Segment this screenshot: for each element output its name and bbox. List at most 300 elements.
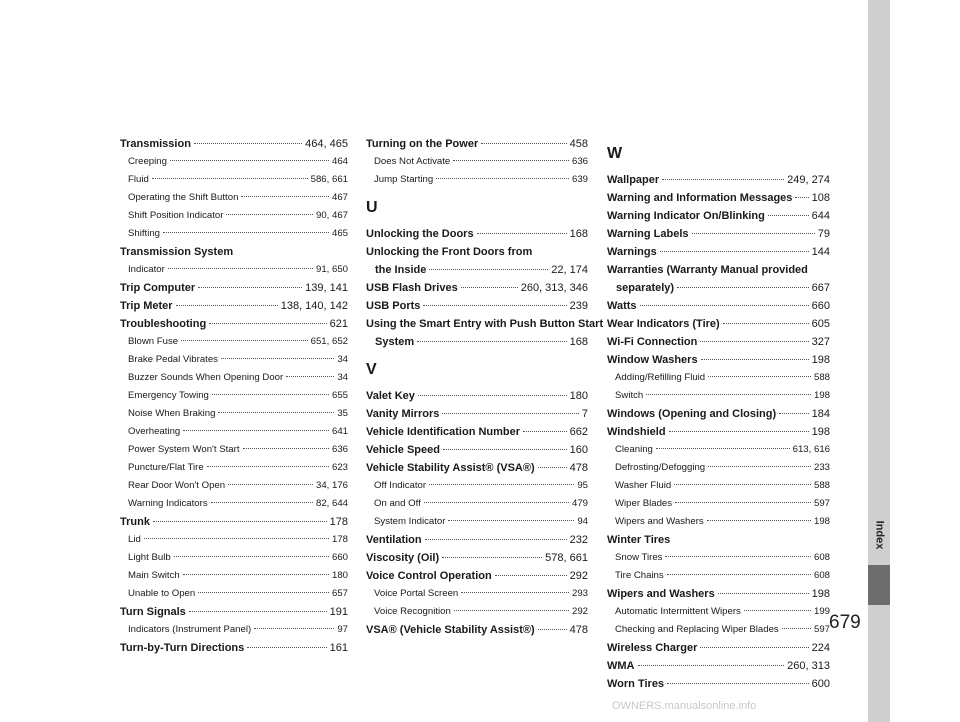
entry-pages: 636 — [331, 444, 348, 455]
leader-dots — [669, 431, 809, 432]
index-column-1 — [120, 138, 348, 660]
entry-pages: 600 — [811, 678, 830, 690]
index-entry — [607, 336, 830, 354]
entry-term: Unlocking the Doors — [366, 228, 474, 240]
index-subentry — [607, 444, 830, 462]
index-entry — [366, 426, 588, 444]
leader-dots — [700, 647, 808, 648]
entry-term: Unable to Open — [128, 588, 196, 599]
entry-term: Rear Door Won't Open — [128, 480, 226, 491]
entry-pages: 260, 313 — [787, 660, 830, 672]
leader-dots — [662, 179, 784, 180]
entry-pages: 144 — [811, 246, 830, 258]
index-entry — [607, 228, 830, 246]
index-entry — [607, 210, 830, 228]
leader-dots — [660, 251, 809, 252]
index-entry — [607, 534, 830, 552]
entry-pages: 660 — [811, 300, 830, 312]
index-subentry — [366, 588, 588, 606]
leader-dots — [436, 178, 569, 179]
leader-dots — [176, 305, 278, 306]
index-entry — [607, 588, 830, 606]
index-subentry — [120, 408, 348, 426]
entry-term: Wallpaper — [607, 174, 660, 186]
entry-pages: 292 — [569, 570, 588, 582]
entry-pages: 641 — [331, 426, 348, 437]
index-subentry — [366, 156, 588, 174]
entry-term: Warning Indicators — [128, 498, 208, 509]
index-entry — [366, 390, 588, 408]
entry-term: Vehicle Stability Assist® (VSA®) — [366, 462, 535, 474]
entry-pages: 34, 176 — [315, 480, 348, 491]
entry-pages: 478 — [569, 624, 588, 636]
index-subentry — [607, 372, 830, 390]
entry-term: Cleaning — [615, 444, 653, 455]
leader-dots — [181, 340, 308, 341]
index-subentry — [120, 426, 348, 444]
entry-term: Voice Portal Screen — [374, 588, 459, 599]
entry-pages: 97 — [337, 624, 348, 635]
entry-term: Wi-Fi Connection — [607, 336, 698, 348]
index-entry — [607, 246, 830, 264]
entry-pages: 636 — [571, 156, 588, 167]
leader-dots — [638, 665, 785, 666]
entry-pages: 467 — [331, 192, 348, 203]
entry-pages: 198 — [811, 354, 830, 366]
leader-dots — [243, 448, 329, 449]
entry-pages: 588 — [813, 480, 830, 491]
entry-pages: 108 — [811, 192, 830, 204]
entry-pages: 651, 652 — [310, 336, 348, 347]
entry-pages: 458 — [569, 138, 588, 150]
entry-term: Indicators (Instrument Panel) — [128, 624, 252, 635]
entry-pages: 639 — [571, 174, 588, 185]
leader-dots — [286, 376, 334, 377]
leader-dots — [538, 467, 567, 468]
entry-term: Turn-by-Turn Directions — [120, 642, 245, 654]
entry-pages: 198 — [813, 390, 830, 401]
index-subentry — [120, 354, 348, 372]
entry-term: Turn Signals — [120, 606, 186, 618]
index-subentry — [120, 588, 348, 606]
leader-dots — [708, 376, 811, 377]
entry-pages: 35 — [337, 408, 348, 419]
entry-pages: 224 — [811, 642, 830, 654]
leader-dots — [442, 413, 579, 414]
watermark-text: OWNERS.manualsonline.info — [612, 700, 757, 712]
entry-pages: 199 — [813, 606, 830, 617]
leader-dots — [453, 160, 569, 161]
entry-pages: 232 — [569, 534, 588, 546]
entry-pages: 260, 313, 346 — [520, 282, 588, 294]
index-entry — [120, 318, 348, 336]
leader-dots — [779, 413, 808, 414]
leader-dots — [152, 178, 308, 179]
index-entry — [366, 534, 588, 552]
entry-term: Worn Tires — [607, 678, 665, 690]
leader-dots — [692, 233, 815, 234]
leader-dots — [198, 287, 302, 288]
entry-term: Checking and Replacing Wiper Blades — [615, 624, 779, 635]
leader-dots — [163, 232, 329, 233]
leader-dots — [723, 323, 809, 324]
entry-term: Off Indicator — [374, 480, 427, 491]
index-entry — [120, 282, 348, 300]
index-subentry — [120, 156, 348, 174]
index-subentry — [607, 480, 830, 498]
index-subentry — [120, 174, 348, 192]
leader-dots — [170, 160, 329, 161]
entry-term: Warranties (Warranty Manual provided — [607, 264, 808, 276]
leader-dots — [153, 521, 327, 522]
entry-pages: 79 — [817, 228, 830, 240]
leader-dots — [442, 557, 542, 558]
entry-pages: 91, 650 — [315, 264, 348, 275]
index-subentry — [120, 264, 348, 282]
index-entry — [366, 246, 588, 264]
leader-dots — [461, 592, 569, 593]
leader-dots — [183, 574, 329, 575]
entry-term: Wipers and Washers — [615, 516, 704, 527]
entry-term: USB Ports — [366, 300, 421, 312]
index-entry — [366, 228, 588, 246]
entry-pages: 161 — [329, 642, 348, 654]
entry-pages: 178 — [331, 534, 348, 545]
section-tab-marker — [868, 565, 890, 605]
entry-term: Brake Pedal Vibrates — [128, 354, 218, 365]
entry-term: System Indicator — [374, 516, 446, 527]
entry-pages: 82, 644 — [315, 498, 348, 509]
index-subentry — [607, 624, 830, 642]
index-entry — [366, 336, 588, 354]
entry-pages: 198 — [811, 588, 830, 600]
index-column-3 — [607, 138, 830, 696]
entry-term: USB Flash Drives — [366, 282, 458, 294]
index-entry — [366, 138, 588, 156]
entry-term: Buzzer Sounds When Opening Door — [128, 372, 284, 383]
index-entry — [366, 408, 588, 426]
index-subentry — [366, 498, 588, 516]
index-entry — [366, 462, 588, 480]
entry-pages: 657 — [331, 588, 348, 599]
entry-term: Warning and Information Messages — [607, 192, 793, 204]
entry-term: Warnings — [607, 246, 657, 258]
section-tab-text: Index — [873, 520, 886, 550]
leader-dots — [448, 520, 574, 521]
entry-term: Adding/Refilling Fluid — [615, 372, 706, 383]
index-entry — [607, 300, 830, 318]
entry-term: Unlocking the Front Doors from — [366, 246, 533, 258]
leader-dots — [700, 341, 808, 342]
entry-pages: 239 — [569, 300, 588, 312]
section-tab — [868, 0, 890, 722]
entry-pages: 233 — [813, 462, 830, 473]
entry-term: VSA® (Vehicle Stability Assist®) — [366, 624, 535, 636]
index-entry — [120, 606, 348, 624]
entry-term: Trip Computer — [120, 282, 196, 294]
entry-term: Shift Position Indicator — [128, 210, 224, 221]
leader-dots — [209, 323, 326, 324]
leader-dots — [418, 395, 567, 396]
entry-term: Wipers and Washers — [607, 588, 715, 600]
leader-dots — [218, 412, 334, 413]
entry-pages: 621 — [329, 318, 348, 330]
entry-pages: 479 — [571, 498, 588, 509]
index-subentry — [120, 624, 348, 642]
entry-term: Windows (Opening and Closing) — [607, 408, 777, 420]
index-subentry — [120, 552, 348, 570]
entry-pages: 95 — [577, 480, 588, 491]
entry-term: Turning on the Power — [366, 138, 479, 150]
leader-dots — [656, 448, 790, 449]
entry-pages: 198 — [813, 516, 830, 527]
entry-pages: 623 — [331, 462, 348, 473]
leader-dots — [424, 502, 569, 503]
entry-pages: 586, 661 — [310, 174, 348, 185]
entry-pages: 34 — [337, 354, 348, 365]
entry-term: System — [375, 336, 415, 348]
index-subentry — [366, 480, 588, 498]
leader-dots — [495, 575, 567, 576]
index-subentry — [120, 480, 348, 498]
entry-term: Blown Fuse — [128, 336, 179, 347]
index-subentry — [120, 498, 348, 516]
leader-dots — [477, 233, 567, 234]
leader-dots — [417, 341, 567, 342]
entry-term: Light Bulb — [128, 552, 171, 563]
section-letter: W — [607, 145, 623, 162]
entry-term: Snow Tires — [615, 552, 663, 563]
index-subentry — [607, 462, 830, 480]
index-entry — [607, 174, 830, 192]
leader-dots — [211, 502, 313, 503]
index-subentry — [120, 210, 348, 228]
entry-term: Voice Recognition — [374, 606, 451, 617]
index-entry — [607, 318, 830, 336]
entry-term: Viscosity (Oil) — [366, 552, 440, 564]
leader-dots — [674, 484, 811, 485]
leader-dots — [782, 628, 811, 629]
leader-dots — [665, 556, 811, 557]
entry-pages: 138, 140, 142 — [280, 300, 348, 312]
index-subentry — [120, 372, 348, 390]
index-entry — [120, 246, 348, 264]
entry-pages: 464 — [331, 156, 348, 167]
leader-dots — [707, 520, 811, 521]
entry-term: Does Not Activate — [374, 156, 451, 167]
index-entry — [366, 300, 588, 318]
entry-term: Overheating — [128, 426, 181, 437]
index-entry — [607, 678, 830, 696]
entry-term: Shifting — [128, 228, 160, 239]
entry-pages: 478 — [569, 462, 588, 474]
entry-term: Watts — [607, 300, 637, 312]
leader-dots — [254, 628, 334, 629]
index-subentry — [607, 516, 830, 534]
leader-dots — [241, 196, 329, 197]
entry-pages: 178 — [329, 516, 348, 528]
entry-pages: 578, 661 — [545, 552, 588, 564]
entry-pages: 7 — [581, 408, 588, 420]
entry-pages: 464, 465 — [305, 138, 348, 150]
entry-pages: 249, 274 — [787, 174, 830, 186]
leader-dots — [194, 143, 302, 144]
index-subentry — [607, 390, 830, 408]
entry-term: Using the Smart Entry with Push Button Start — [366, 318, 604, 330]
entry-term: Puncture/Flat Tire — [128, 462, 204, 473]
leader-dots — [708, 466, 811, 467]
index-subentry — [120, 192, 348, 210]
index-column-2 — [366, 138, 604, 642]
entry-pages: 655 — [331, 390, 348, 401]
index-entry — [120, 300, 348, 318]
entry-term: Transmission — [120, 138, 191, 150]
leader-dots — [443, 449, 567, 450]
leader-dots — [168, 268, 313, 269]
index-entry — [607, 660, 830, 678]
leader-dots — [795, 197, 808, 198]
entry-term: Switch — [615, 390, 644, 401]
entry-term: On and Off — [374, 498, 421, 509]
leader-dots — [228, 484, 313, 485]
leader-dots — [667, 683, 809, 684]
leader-dots — [523, 431, 567, 432]
entry-pages: 605 — [811, 318, 830, 330]
leader-dots — [640, 305, 809, 306]
index-entry — [607, 282, 830, 300]
leader-dots — [247, 647, 326, 648]
leader-dots — [677, 287, 809, 288]
entry-term: Tire Chains — [615, 570, 664, 581]
entry-pages: 608 — [813, 570, 830, 581]
entry-term: Noise When Braking — [128, 408, 216, 419]
entry-term: Wear Indicators (Tire) — [607, 318, 720, 330]
leader-dots — [212, 394, 329, 395]
entry-pages: 292 — [571, 606, 588, 617]
leader-dots — [183, 430, 329, 431]
entry-term: Vehicle Speed — [366, 444, 440, 456]
section-letter: V — [366, 361, 377, 378]
leader-dots — [538, 629, 567, 630]
entry-pages: 644 — [811, 210, 830, 222]
entry-term: Power System Won't Start — [128, 444, 240, 455]
leader-dots — [768, 215, 809, 216]
leader-dots — [481, 143, 566, 144]
entry-pages: 660 — [331, 552, 348, 563]
entry-pages: 139, 141 — [305, 282, 348, 294]
entry-pages: 168 — [569, 228, 588, 240]
entry-pages: 34 — [337, 372, 348, 383]
index-subentry — [366, 606, 588, 624]
index-subentry — [607, 498, 830, 516]
index-subentry — [120, 462, 348, 480]
index-subentry — [120, 570, 348, 588]
leader-dots — [221, 358, 334, 359]
leader-dots — [646, 394, 811, 395]
entry-term: Fluid — [128, 174, 149, 185]
entry-term: WMA — [607, 660, 635, 672]
entry-term: Wireless Charger — [607, 642, 698, 654]
leader-dots — [198, 592, 329, 593]
entry-pages: 662 — [569, 426, 588, 438]
index-entry — [366, 282, 588, 300]
index-entry — [120, 516, 348, 534]
entry-term: Vanity Mirrors — [366, 408, 440, 420]
entry-term: Winter Tires — [607, 534, 671, 546]
entry-term: Transmission System — [120, 246, 234, 258]
entry-term: Window Washers — [607, 354, 698, 366]
index-subentry — [366, 516, 588, 534]
leader-dots — [207, 466, 329, 467]
entry-term: Creeping — [128, 156, 167, 167]
leader-dots — [667, 574, 811, 575]
leader-dots — [744, 610, 811, 611]
section-letter: U — [366, 199, 378, 216]
entry-pages: 597 — [813, 498, 830, 509]
entry-term: Warning Labels — [607, 228, 689, 240]
entry-term: Jump Starting — [374, 174, 434, 185]
entry-pages: 667 — [811, 282, 830, 294]
leader-dots — [718, 593, 809, 594]
entry-term: Wiper Blades — [615, 498, 673, 509]
index-entry — [607, 354, 830, 372]
index-subentry — [120, 228, 348, 246]
index-entry — [366, 318, 604, 336]
entry-term: Warning Indicator On/Blinking — [607, 210, 765, 222]
index-subentry — [607, 606, 830, 624]
index-entry — [607, 408, 830, 426]
entry-pages: 327 — [811, 336, 830, 348]
index-subentry — [120, 390, 348, 408]
entry-term: Valet Key — [366, 390, 415, 402]
entry-pages: 168 — [569, 336, 588, 348]
leader-dots — [675, 502, 811, 503]
entry-pages: 184 — [811, 408, 830, 420]
entry-term: Emergency Towing — [128, 390, 209, 401]
index-subentry — [607, 552, 830, 570]
index-entry — [366, 444, 588, 462]
entry-pages: 94 — [577, 516, 588, 527]
entry-term: Windshield — [607, 426, 666, 438]
entry-term: Troubleshooting — [120, 318, 207, 330]
leader-dots — [174, 556, 329, 557]
entry-pages: 608 — [813, 552, 830, 563]
index-subentry — [120, 534, 348, 552]
leader-dots — [429, 269, 548, 270]
entry-pages: 180 — [569, 390, 588, 402]
page-number: 679 — [829, 612, 861, 633]
entry-term: separately) — [616, 282, 675, 294]
entry-term: Trip Meter — [120, 300, 173, 312]
entry-term: Ventilation — [366, 534, 422, 546]
leader-dots — [144, 538, 329, 539]
entry-pages: 293 — [571, 588, 588, 599]
entry-pages: 465 — [331, 228, 348, 239]
index-entry — [607, 426, 830, 444]
entry-term: Voice Control Operation — [366, 570, 492, 582]
entry-term: Washer Fluid — [615, 480, 672, 491]
entry-pages: 191 — [329, 606, 348, 618]
index-subentry — [120, 444, 348, 462]
entry-pages: 22, 174 — [551, 264, 588, 276]
entry-term: Automatic Intermittent Wipers — [615, 606, 741, 617]
index-entry — [366, 570, 588, 588]
entry-pages: 597 — [813, 624, 830, 635]
entry-term: Operating the Shift Button — [128, 192, 239, 203]
entry-term: Main Switch — [128, 570, 180, 581]
leader-dots — [423, 305, 566, 306]
index-entry — [607, 642, 830, 660]
